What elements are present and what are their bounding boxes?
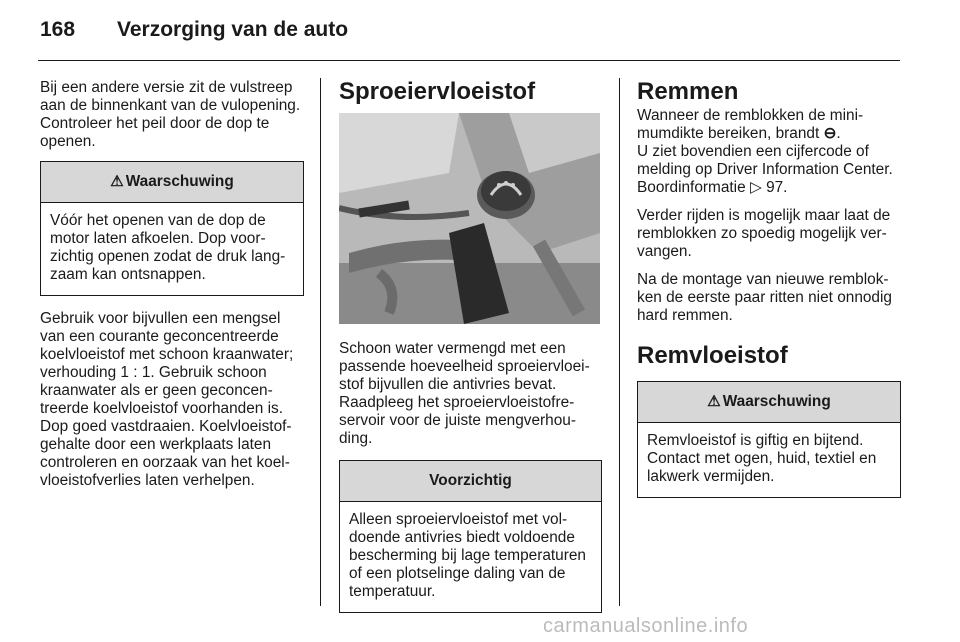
column-2 — [339, 79, 602, 613]
warning-text: Vóór het openen van de dop de motor laten afkoelen. Dop voorzichtig openen zodat de druk langzaam kan ontsnappen. — [50, 212, 286, 283]
header-rule — [38, 60, 900, 61]
section-heading: Sproeiervloeistof — [339, 78, 536, 105]
paragraph: Gebruik voor bijvullen een mengsel van een courante geconcentreerde koelvloeistof met schoon kraanwater; verhouding 1 : 1. Gebruik schoon kraanwater als er geen geconcentreerde koelvloeistof voorhanden is. Dop goed vastdraaien. Koelvloeistofgehalte door een werkplaats laten controleren en oorzaak van het koelvloeistofverlies laten verhelpen. — [40, 310, 294, 489]
warning-text: Remvloeistof is giftig en bijtend. Contact met ogen, huid, textiel en lakwerk vermijden. — [647, 432, 877, 485]
paragraph: Na de montage van nieuwe remblokken de eerste paar ritten niet onnodig hard remmen. — [637, 271, 892, 324]
warning-triangle-icon: ⚠ — [110, 173, 124, 190]
caution-text: Alleen sproeiervloeistof met voldoende antivries biedt voldoende bescherming bij lage temperaturen of een plotselinge daling van de temperatuur. — [349, 511, 586, 600]
section-heading: Remvloeistof — [637, 342, 788, 369]
caution-header: Voorzichtig — [340, 461, 601, 502]
warning-triangle-icon: ⚠ — [707, 393, 721, 410]
brake-pad-warning-icon: ⊖ — [823, 125, 837, 142]
page-reference-icon: ▷ — [749, 179, 762, 196]
warning-title: Waarschuwing — [125, 173, 234, 190]
caution-box — [339, 460, 602, 613]
warning-header — [41, 162, 303, 203]
paragraph — [637, 143, 901, 197]
warning-title: Waarschuwing — [722, 393, 831, 410]
section-heading: Remmen — [637, 78, 739, 105]
page-reference: 97. — [766, 179, 788, 196]
watermark: carmanualsonline.info — [543, 615, 749, 637]
paragraph: Bij een andere versie zit de vulstreep aan de binnenkant van de vulopening. Controleer het peil door de dop te openen. — [40, 79, 301, 150]
paragraph: Verder rijden is mogelijk maar laat de remblokken zo spoedig mogelijk vervangen. — [637, 207, 891, 260]
column-1 — [40, 79, 304, 500]
washer-reservoir-photo — [339, 113, 600, 324]
page-title: Verzorging van de auto — [117, 18, 349, 41]
paragraph: Schoon water vermengd met een passende hoeveelheid sproeiervloeistof bijvullen die antivries bevat. Raadpleeg het sproeiervloeistofreservoir voor de juiste mengverhouding. — [339, 340, 590, 447]
page-number: 168 — [40, 18, 76, 41]
column-3 — [637, 79, 901, 498]
paragraph-text: U ziet bovendien een cijfercode of melding op Driver Information Center. Boordinformatie — [637, 143, 893, 196]
column-divider — [619, 78, 620, 606]
warning-box — [637, 381, 901, 498]
paragraph-text: Wanneer de remblokken de minimumdikte bereiken, brandt — [637, 107, 864, 142]
column-divider — [320, 78, 321, 606]
warning-box — [40, 161, 304, 296]
warning-header — [638, 382, 900, 423]
paragraph: Wanneer de remblokken de minimumdikte bereiken, brandt ⊖. — [637, 107, 864, 142]
